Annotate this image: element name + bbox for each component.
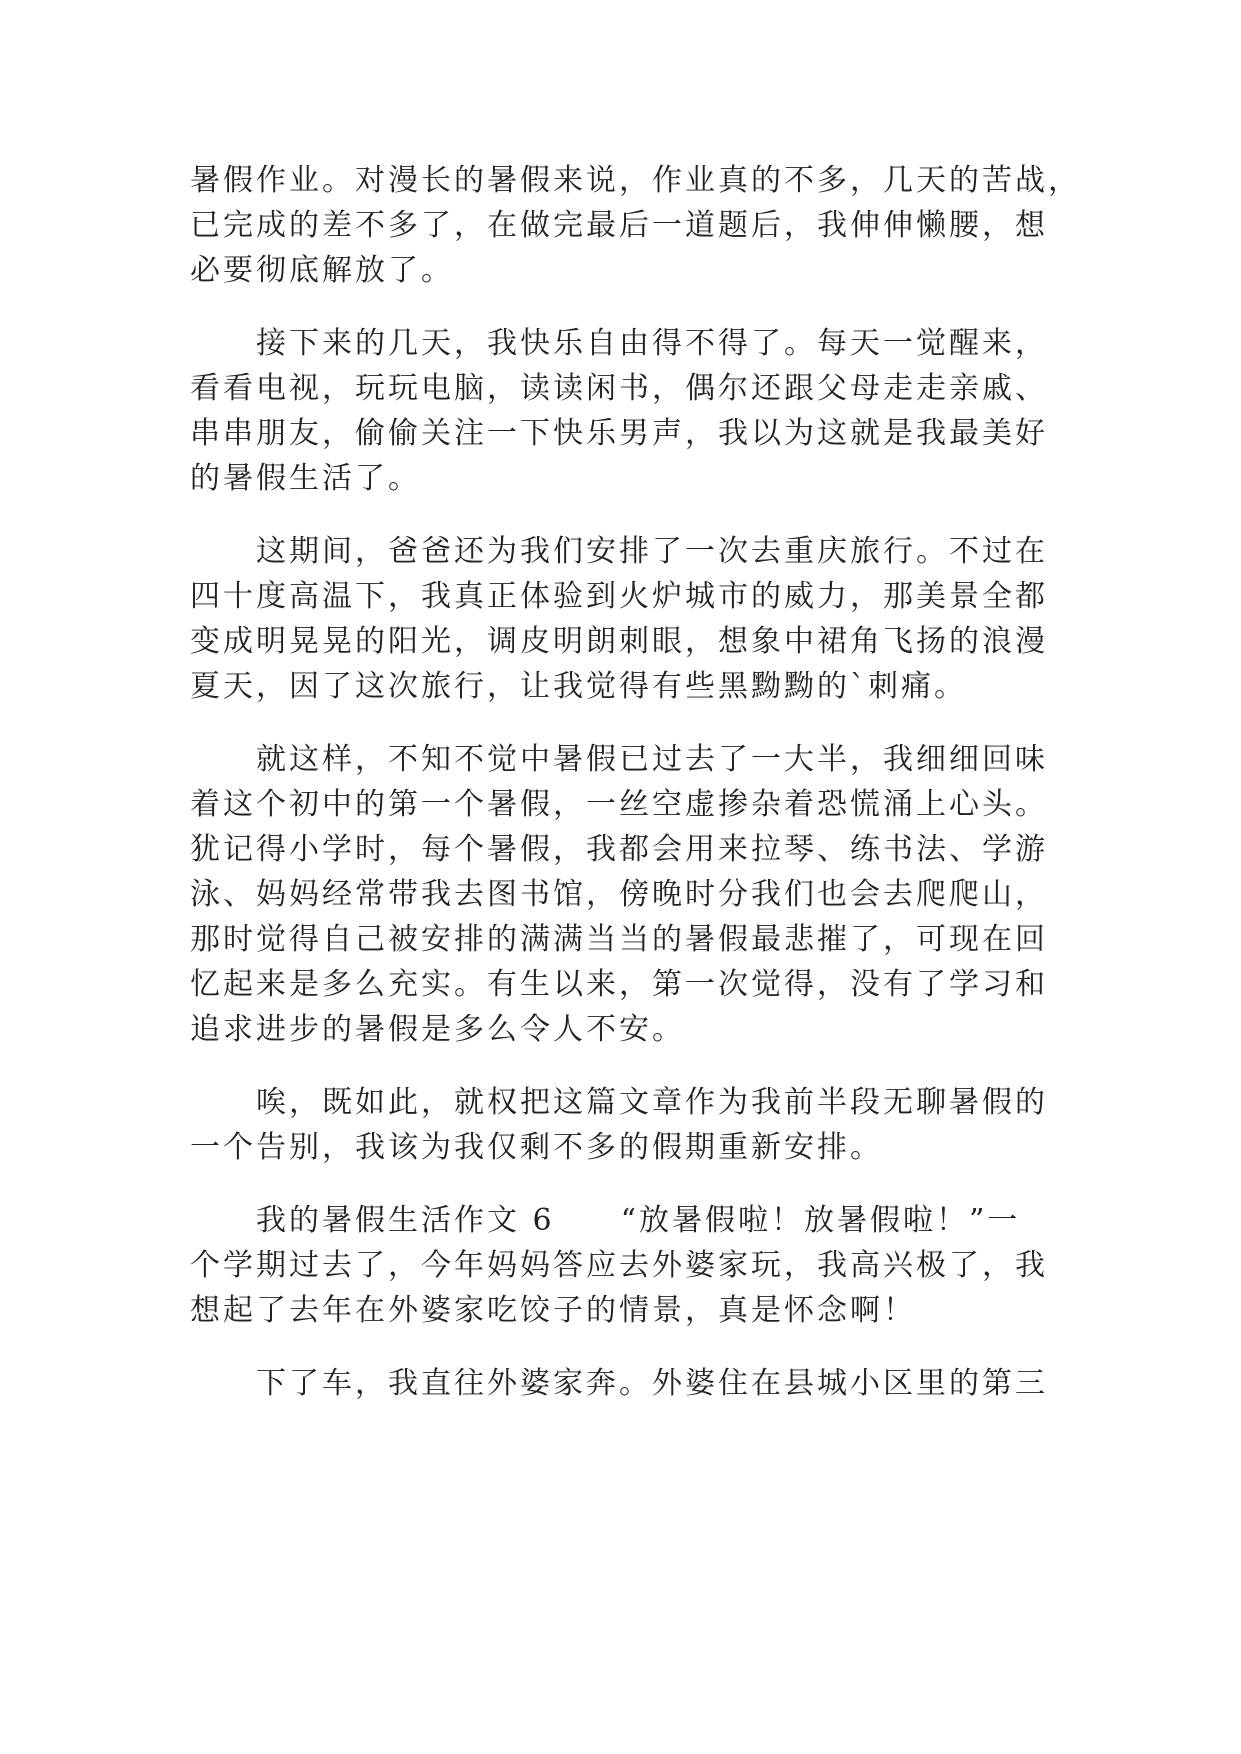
paragraph-first-line: 下了车，我直往外婆家奔。外婆住在县城小区里的第三 — [256, 1366, 1048, 1401]
text-line: 一个告别，我该为我仅剩不多的假期重新安排。 — [190, 1130, 883, 1165]
text-line: 那时觉得自己被安排的满满当当的暑假最悲摧了，可现在回 — [190, 922, 1048, 957]
text-line: 串串朋友，偷偷关注一下快乐男声，我以为这就是我最美好 — [190, 416, 1048, 451]
text-line: 个学期过去了，今年妈妈答应去外婆家玩，我高兴极了，我 — [190, 1248, 1048, 1283]
text-line: 必要彻底解放了。 — [190, 253, 454, 288]
text-line: 追求进步的暑假是多么令人不安。 — [190, 1012, 685, 1047]
paragraph-first-line: 接下来的几天，我快乐自由得不得了。每天一觉醒来， — [256, 326, 1048, 361]
text-line: 犹记得小学时，每个暑假，我都会用来拉琴、练书法、学游 — [190, 832, 1048, 867]
text-line: 着这个初中的第一个暑假，一丝空虚掺杂着恐慌涌上心头。 — [190, 787, 1048, 822]
text-line: 看看电视，玩玩电脑，读读闲书，偶尔还跟父母走走亲戚、 — [190, 371, 1048, 406]
paragraph-first-line: 我的暑假生活作文 6 “放暑假啦！放暑假啦！”一 — [256, 1203, 1021, 1238]
text-line: 的暑假生活了。 — [190, 461, 421, 496]
text-line: 泳、妈妈经常带我去图书馆，傍晚时分我们也会去爬爬山， — [190, 877, 1048, 912]
text-line: 四十度高温下，我真正体验到火炉城市的威力，那美景全都 — [190, 579, 1048, 614]
paragraph-first-line: 这期间，爸爸还为我们安排了一次去重庆旅行。不过在 — [256, 534, 1048, 569]
text-line: 想起了去年在外婆家吃饺子的情景，真是怀念啊！ — [190, 1293, 916, 1328]
essay-body — [190, 158, 1081, 1406]
text-line: 忆起来是多么充实。有生以来，第一次觉得，没有了学习和 — [190, 967, 1048, 1002]
text-line: 夏天，因了这次旅行，让我觉得有些黑黝黝的`刺痛。 — [190, 669, 967, 704]
text-line: 变成明晃晃的阳光，调皮明朗刺眼，想象中裙角飞扬的浪漫 — [190, 624, 1048, 659]
paragraph-first-line: 就这样，不知不觉中暑假已过去了一大半，我细细回味 — [256, 742, 1048, 777]
paragraph-first-line: 唉，既如此，就权把这篇文章作为我前半段无聊暑假的 — [256, 1085, 1048, 1120]
text-line: 已完成的差不多了，在做完最后一道题后，我伸伸懒腰，想 — [190, 208, 1048, 243]
text-line: 暑假作业。对漫长的暑假来说，作业真的不多，几天的苦战， — [190, 163, 1081, 198]
